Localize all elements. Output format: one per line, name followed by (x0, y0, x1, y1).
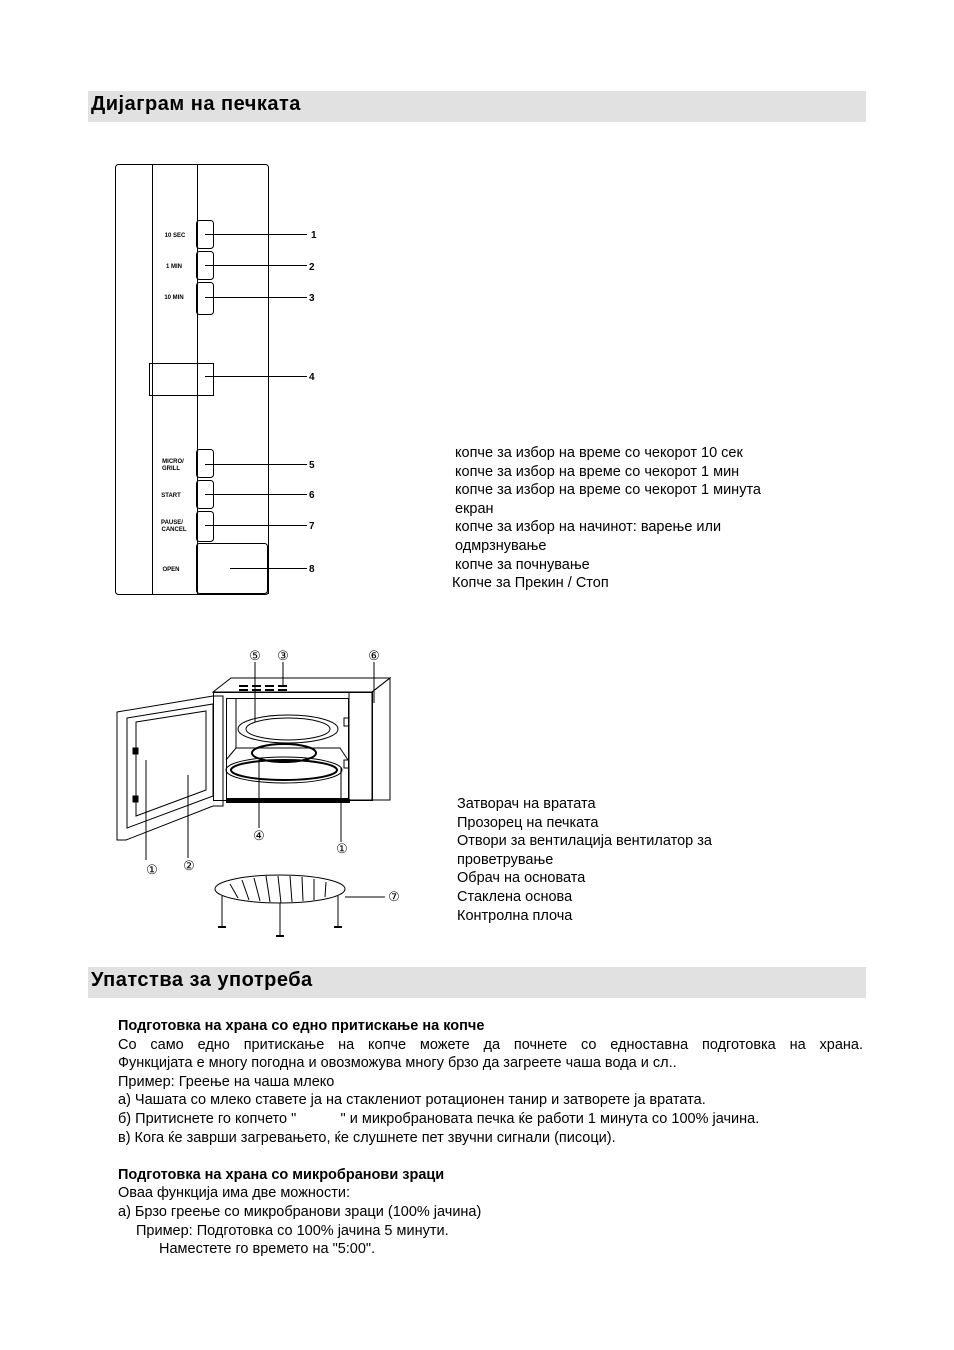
step-b: б) Притиснете го копчето " " и микробрановата печка ќе работи 1 минута со 100% јачина. (118, 1110, 760, 1127)
step-a: а) Брзо греење со микробранови зраци (100% јачина) (118, 1203, 482, 1220)
oven-callout-6: ⑥ (368, 648, 380, 663)
callout-1: 1 (311, 230, 317, 241)
subsection-title-microwave: Подготовка на храна со микробранови зраци (118, 1166, 445, 1183)
paragraph-line: Со само едно притискање на копче можете да почнете со едноставна подготовка на храна. (118, 1036, 863, 1053)
callout-7: 7 (309, 521, 315, 532)
oven-callout-1a: ① (336, 841, 348, 856)
paragraph-line: Оваа функција има две можности: (118, 1185, 350, 1202)
legend-item: екран (455, 500, 494, 517)
callout-4: 4 (309, 372, 315, 383)
callout-8: 8 (309, 564, 315, 575)
label-1min: 1 MIN (165, 264, 183, 270)
label-10min: 10 MIN (164, 295, 184, 301)
oven-callout-7: ⑦ (388, 889, 400, 904)
step-a: а) Чашата со млеко ставете ја на стаклениот ротационен танир и затворете ја вратата. (118, 1092, 706, 1109)
callout-2: 2 (309, 262, 315, 273)
control-panel-diagram (116, 165, 308, 595)
section-header-instructions (88, 967, 866, 998)
label-cancel: CANCEL (161, 527, 187, 533)
callout-3: 3 (309, 293, 315, 304)
section-title-instructions: Упатства за употреба (91, 969, 313, 991)
oven-callout-3: ③ (277, 648, 289, 663)
subsection-title-one-touch: Подготовка на храна со едно притискање на копче (118, 1018, 485, 1034)
legend-item: Прозорец на печката (457, 814, 599, 831)
oven-callout-5: ⑤ (249, 648, 261, 663)
legend-item: проветрување (457, 851, 554, 868)
instructions-body (118, 1017, 863, 1259)
button-micro-grill (197, 450, 214, 478)
legend-item: копче за избор на време со чекорот 10 сек (455, 445, 743, 461)
label-pause: PAUSE/ (161, 520, 183, 526)
display-screen (150, 364, 214, 396)
callout-5: 5 (309, 460, 315, 471)
button-pause-cancel (197, 512, 214, 542)
step-c: в) Кога ќе заврши загревањето, ќе слушнете пет звучни сигнали (писоци). (118, 1129, 616, 1146)
panel-legend (452, 444, 761, 593)
instruction-line: Наместете го времето на "5:00". (159, 1241, 376, 1258)
button-10min (197, 283, 214, 315)
legend-item: одмрзнување (455, 537, 547, 554)
legend-item: Контролна плоча (457, 907, 573, 924)
legend-item: копче за почнување (455, 556, 590, 573)
oven-callout-4: ④ (253, 828, 265, 843)
legend-item: Обрач на основата (457, 870, 586, 887)
label-open: OPEN (162, 567, 180, 573)
label-grill: GRILL (162, 466, 180, 472)
section-title-diagram: Дијаграм на печката (91, 93, 301, 115)
label-micro: MICRO/ (162, 459, 184, 465)
example-line: Пример: Подготовка со 100% јачина 5 минути. (136, 1222, 449, 1239)
legend-item: копче за избор на начинот: варење или (455, 519, 722, 536)
oven-drawing (117, 662, 390, 936)
oven-callout-2: ② (183, 858, 195, 873)
oven-callout-1b: ① (146, 862, 158, 877)
legend-item: копче за избор на време со чекорот 1 мин (455, 463, 740, 480)
callout-6: 6 (309, 490, 315, 501)
legend-item: копче за избор на време со чекорот 1 минута (455, 482, 761, 499)
label-10sec: 10 SEC (164, 233, 186, 239)
label-start: START (161, 493, 181, 499)
legend-item: Копче за Прекин / Стоп (452, 575, 609, 592)
legend-item: Затворач на вратата (457, 796, 596, 812)
paragraph-line: Функцијата е многу погодна и овозможува многу брзо да загреете чаша вода и сл.. (118, 1055, 677, 1072)
oven-legend (457, 795, 712, 925)
legend-item: Отвори за вентилација вентилатор за (457, 833, 712, 850)
example-line: Пример: Греење на чаша млеко (118, 1073, 335, 1090)
legend-item: Стаклена основа (457, 888, 573, 905)
